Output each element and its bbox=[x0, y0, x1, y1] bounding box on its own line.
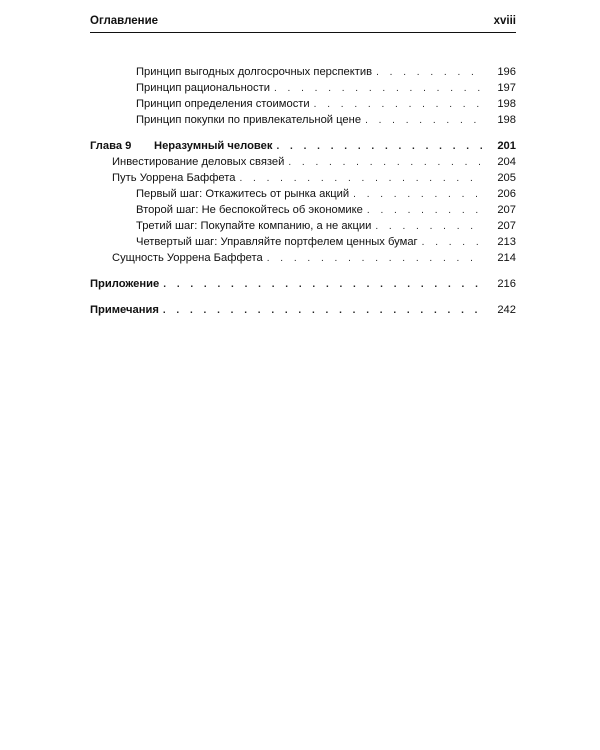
leader-dots bbox=[353, 187, 484, 203]
chapter-heading bbox=[90, 138, 276, 154]
chapter-title: Неразумный человек bbox=[154, 140, 273, 152]
toc-entry-label: Приложение bbox=[90, 276, 163, 292]
toc-entry-label: Принцип покупки по привлекательной цене bbox=[136, 112, 365, 128]
toc-entry-label: Принцип определения стоимости bbox=[136, 96, 314, 112]
toc-entry-label: Примечания bbox=[90, 302, 163, 318]
toc-entry[interactable] bbox=[90, 96, 516, 112]
toc-entry-page: 205 bbox=[497, 172, 516, 184]
toc-entry[interactable] bbox=[90, 218, 516, 234]
leader-dots bbox=[422, 235, 484, 251]
toc-entry-label: Первый шаг: Откажитесь от рынка акций bbox=[136, 186, 353, 202]
toc-entry[interactable] bbox=[90, 170, 516, 186]
leader-dots bbox=[276, 139, 484, 155]
toc-entry[interactable] bbox=[90, 186, 516, 202]
toc-entry-page: 216 bbox=[497, 278, 516, 290]
leader-dots bbox=[274, 81, 484, 97]
leader-dots bbox=[365, 113, 484, 129]
toc-entry[interactable] bbox=[90, 154, 516, 170]
toc-entry[interactable] bbox=[90, 234, 516, 250]
leader-dots bbox=[314, 97, 484, 113]
toc-entry-label: Четвертый шаг: Управляйте портфелем ценных бумаг bbox=[136, 234, 422, 250]
toc-entry-page: 207 bbox=[497, 204, 516, 216]
toc-entry-page: 242 bbox=[497, 304, 516, 316]
toc-entry-page: 201 bbox=[497, 140, 516, 152]
leader-dots bbox=[240, 171, 485, 187]
leader-dots bbox=[288, 155, 484, 171]
toc-entry-page: 206 bbox=[497, 188, 516, 200]
leader-dots bbox=[367, 203, 484, 219]
toc-notes[interactable] bbox=[90, 302, 516, 318]
running-head-title: Оглавление bbox=[90, 15, 159, 27]
running-head-page-number: xviii bbox=[493, 15, 516, 27]
toc-entry-page: 196 bbox=[497, 66, 516, 78]
toc-entry-label: Третий шаг: Покупайте компанию, а не акции bbox=[136, 218, 375, 234]
chapter-number: Глава 9 bbox=[90, 140, 132, 152]
toc-entry-page: 198 bbox=[497, 98, 516, 110]
toc-entry-page: 214 bbox=[497, 252, 516, 264]
toc-entry[interactable] bbox=[90, 64, 516, 80]
toc-entry-page: 207 bbox=[497, 220, 516, 232]
leader-dots bbox=[163, 303, 484, 319]
leader-dots bbox=[267, 251, 484, 267]
toc-chapter-9[interactable] bbox=[90, 138, 516, 154]
toc-entry[interactable] bbox=[90, 202, 516, 218]
toc-entry[interactable] bbox=[90, 250, 516, 266]
leader-dots bbox=[376, 65, 484, 81]
toc-entry-label: Путь Уоррена Баффета bbox=[112, 170, 240, 186]
toc-entry-page: 198 bbox=[497, 114, 516, 126]
toc-entry-page: 204 bbox=[497, 156, 516, 168]
toc-entry-label: Второй шаг: Не беспокойтесь об экономике bbox=[136, 202, 367, 218]
leader-dots bbox=[163, 277, 484, 293]
toc-entry-label: Принцип выгодных долгосрочных перспектив bbox=[136, 64, 376, 80]
toc-entry-label: Инвестирование деловых связей bbox=[112, 154, 288, 170]
page-header bbox=[90, 14, 516, 33]
toc-entry-page: 197 bbox=[497, 82, 516, 94]
toc-entry-label: Сущность Уоррена Баффета bbox=[112, 250, 267, 266]
toc-appendix[interactable] bbox=[90, 276, 516, 292]
toc-entry-label: Принцип рациональности bbox=[136, 80, 274, 96]
toc-entry-page: 213 bbox=[497, 236, 516, 248]
leader-dots bbox=[375, 219, 484, 235]
toc-entry[interactable] bbox=[90, 80, 516, 96]
toc-entry[interactable] bbox=[90, 112, 516, 128]
